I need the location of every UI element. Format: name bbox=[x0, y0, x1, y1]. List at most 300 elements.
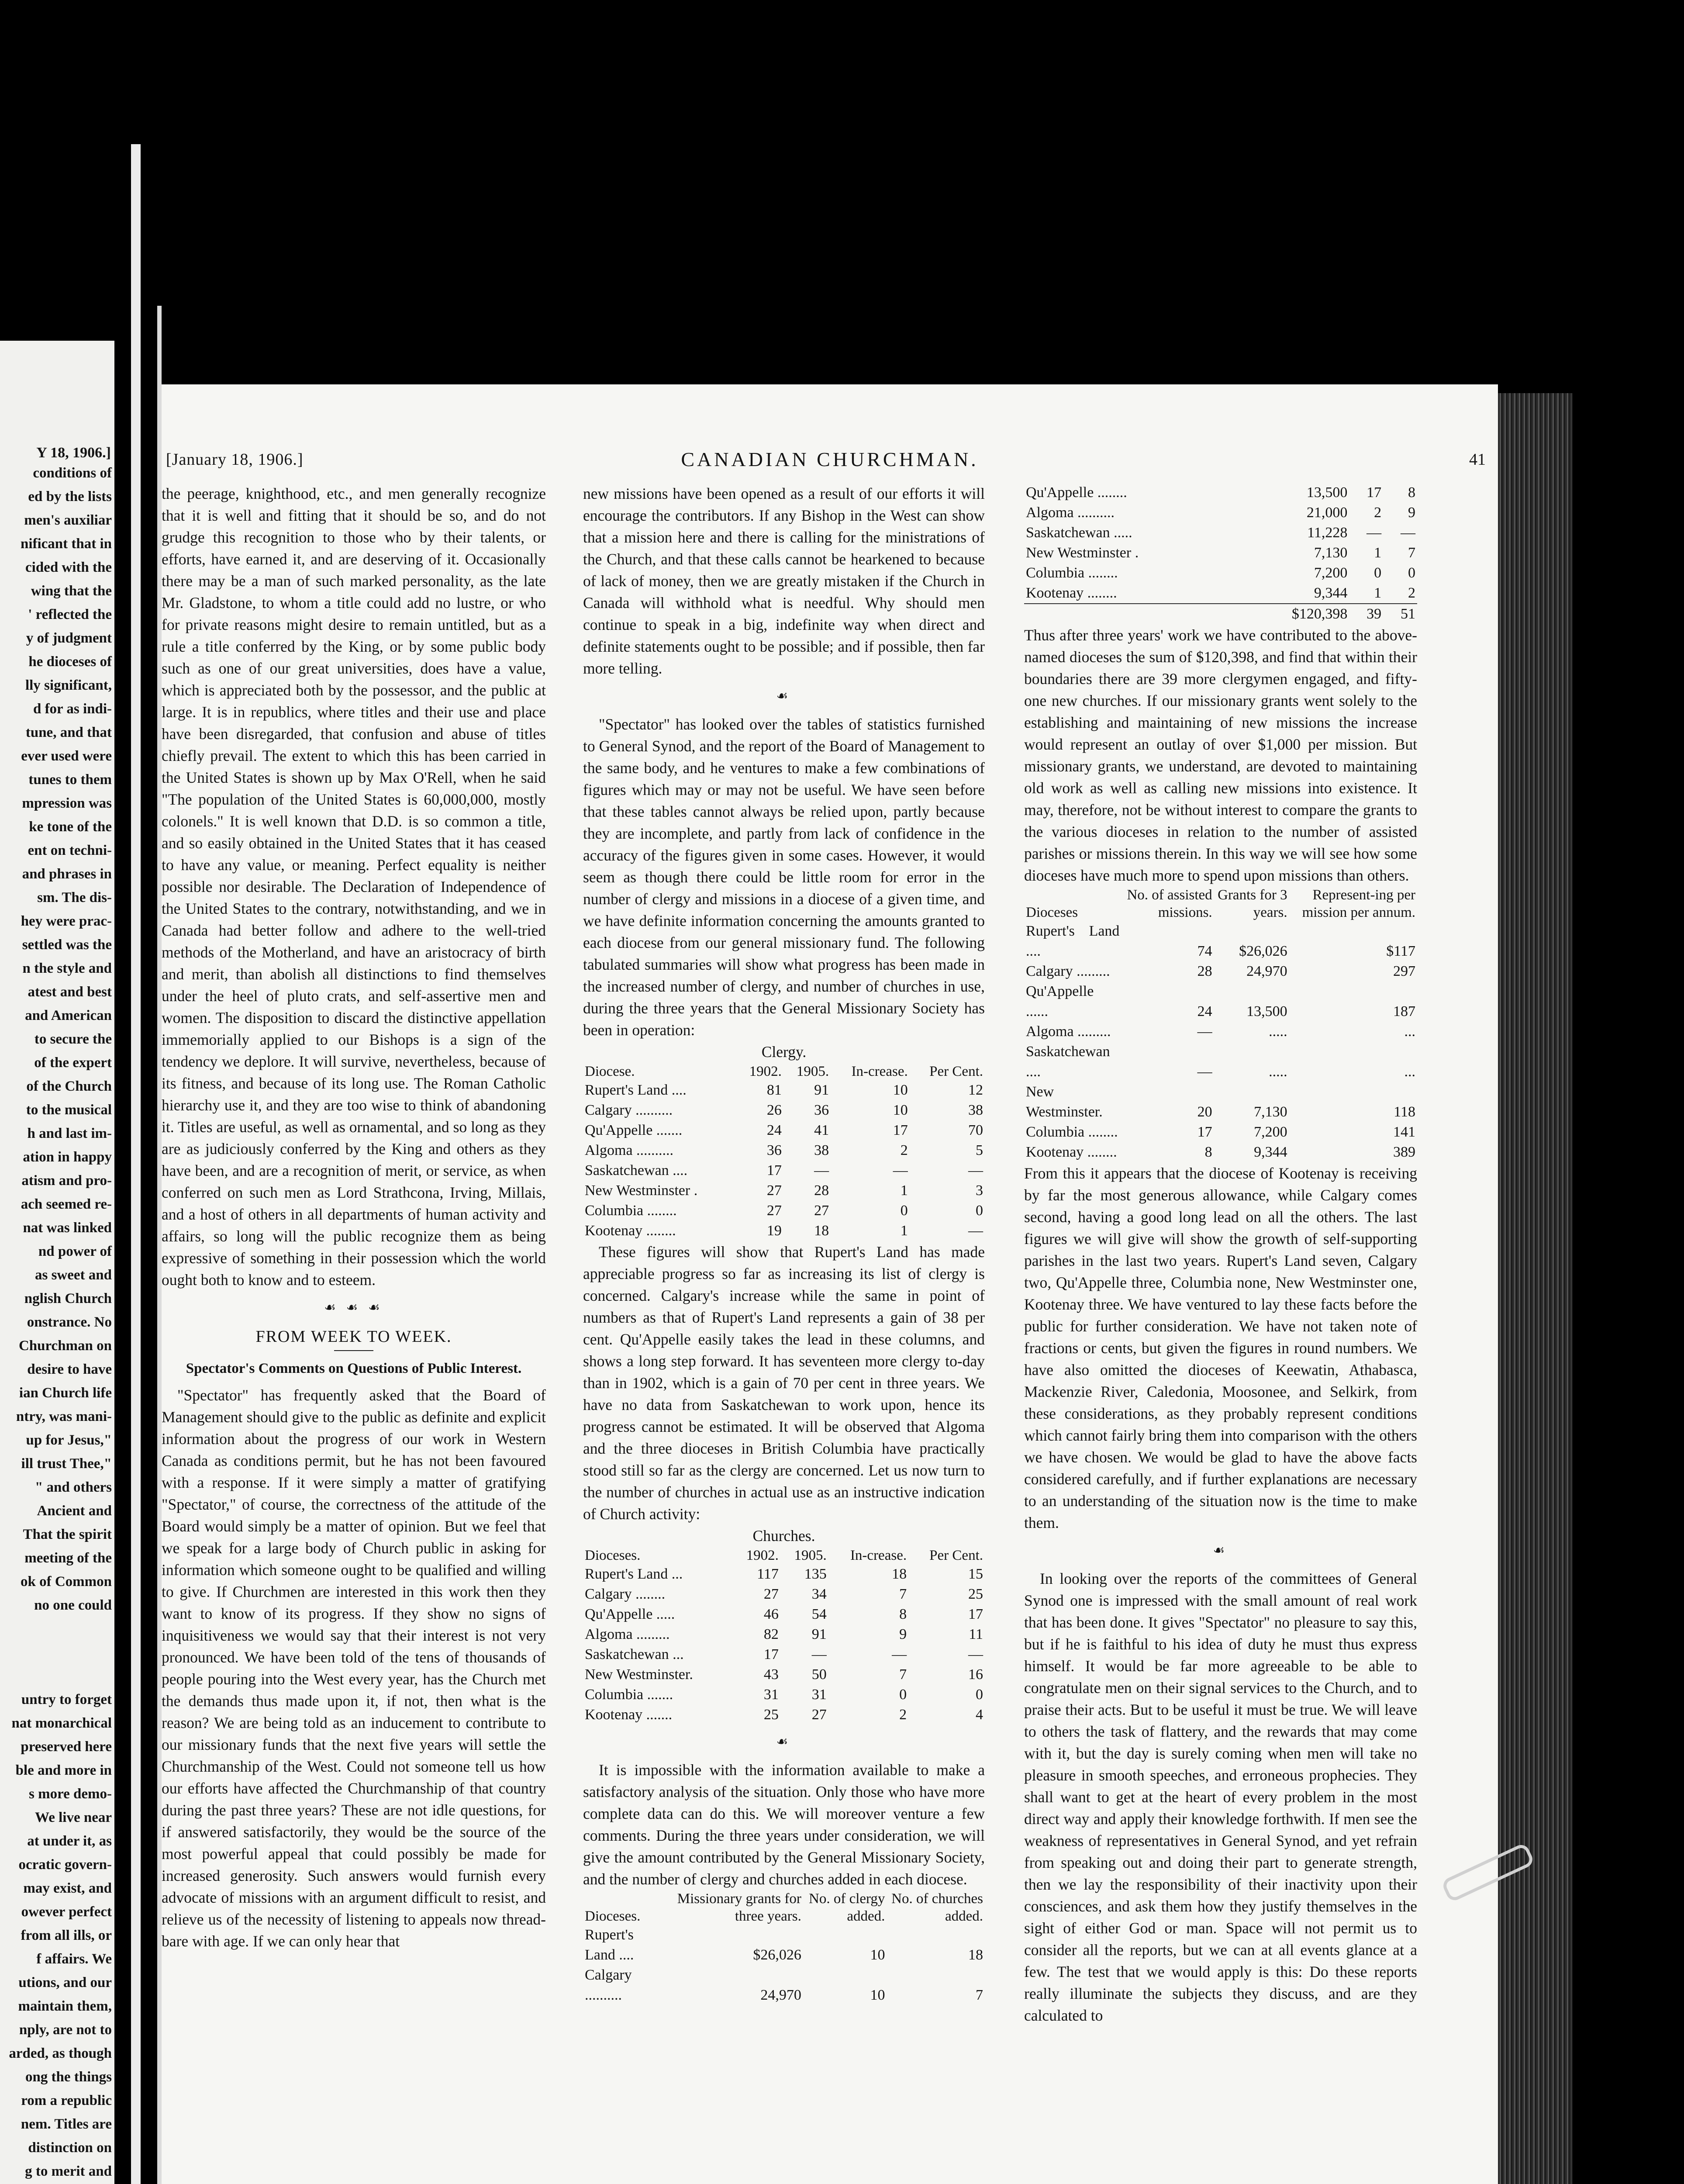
assisted-table-row bbox=[1024, 1082, 1417, 1122]
assisted-table-cell: Calgary ......... bbox=[1026, 963, 1110, 979]
previous-page-line: ocratic govern- bbox=[18, 1857, 112, 1873]
previous-page-line: nem. Titles are bbox=[21, 2116, 112, 2132]
churches-table-header-cell: In-crease. bbox=[850, 1548, 907, 1563]
previous-page-line: he dioceses of bbox=[28, 654, 112, 670]
grants-table-cell: 10 bbox=[870, 1947, 885, 1963]
assisted-table-cell: 187 bbox=[1393, 1003, 1415, 1019]
previous-page-line: and American bbox=[25, 1008, 112, 1023]
previous-page-line: nglish Church bbox=[24, 1291, 112, 1306]
previous-page-line: y of judgment bbox=[26, 630, 112, 646]
previous-page-line: preserved here bbox=[21, 1739, 112, 1755]
clergy-table-cell: Calgary .......... bbox=[585, 1102, 673, 1118]
clergy-table-cell: 38 bbox=[814, 1142, 829, 1158]
clergy-table-cell: 91 bbox=[814, 1082, 829, 1098]
churches-table-cell: Columbia ....... bbox=[585, 1686, 673, 1703]
previous-page-line: to secure the bbox=[34, 1031, 112, 1047]
grants-table-row bbox=[1024, 543, 1417, 563]
ornament-divider: ☙ bbox=[776, 1735, 792, 1749]
column-2 bbox=[583, 483, 985, 2005]
previous-page-line bbox=[0, 1641, 114, 1664]
clergy-table-cell: Algoma .......... bbox=[585, 1142, 674, 1158]
assisted-table-row bbox=[1024, 1122, 1417, 1142]
previous-page-line: ok of Common bbox=[20, 1574, 112, 1590]
clergy-analysis-paragraph: These figures will show that Rupert's Land has made appreciable progress so far as increasing its list of clergy is concerned. Calgary's increase while the same in point of numbers as that of Rupert's Land represents a gain of 38 per cent. Qu'Appelle easily takes the lead in these columns, and shows a long step forward. It has seventeen more clergy to-day than in 1902, which is a gain of 70 per cent in three years. We have no data from Saskatchewan to work upon, hence its progress cannot be estimated. It will be observed that Algoma and the three dioceses in British Columbia have practically stood still so far as the clergy are concerned. Let us now turn to the number of churches in actual use as an instructive indication of Church activity: bbox=[583, 1243, 985, 1523]
previous-page-line: utions, and our bbox=[18, 1975, 112, 1990]
previous-page-line: tunes to them bbox=[28, 772, 112, 788]
churches-table-cell: 16 bbox=[968, 1666, 983, 1683]
clergy-table-header-cell: Diocese. bbox=[585, 1064, 635, 1079]
clergy-table-cell: — bbox=[893, 1162, 908, 1178]
previous-page-line: ntry, was mani- bbox=[16, 1409, 112, 1424]
churches-table-cell: Kootenay ....... bbox=[585, 1707, 673, 1723]
grants-table-continued bbox=[1024, 483, 1417, 624]
previous-page-line: lly significant, bbox=[25, 677, 112, 693]
previous-page-line: d for as indi- bbox=[33, 701, 112, 717]
previous-page-line: ' reflected the bbox=[28, 607, 112, 622]
grants-table-cell: Kootenay ........ bbox=[1026, 585, 1117, 601]
assisted-table-cell: ..... bbox=[1269, 1023, 1287, 1040]
churches-table-cell: 135 bbox=[804, 1566, 827, 1582]
previous-page-line: ation in happy bbox=[23, 1149, 112, 1165]
previous-page-line: nat was linked bbox=[23, 1220, 112, 1236]
previous-page-line: " and others bbox=[35, 1479, 112, 1495]
previous-page-line: nd power of bbox=[38, 1244, 112, 1259]
assisted-table-cell: ... bbox=[1404, 1064, 1415, 1080]
grants-table-header-cell: Missionary grants for three years. bbox=[677, 1891, 801, 1924]
clergy-table-cell: 70 bbox=[968, 1122, 983, 1138]
previous-page-line: mpression was bbox=[22, 795, 112, 811]
clergy-table-cell: 0 bbox=[900, 1203, 908, 1219]
previous-page-line: Ancient and bbox=[37, 1503, 112, 1519]
binding-gutter bbox=[131, 144, 141, 2184]
assisted-table-cell: 118 bbox=[1394, 1104, 1415, 1120]
assisted-table-cell: 8 bbox=[1204, 1144, 1212, 1160]
clergy-table-cell: Kootenay ........ bbox=[585, 1223, 676, 1239]
previous-page-line: up for Jesus," bbox=[26, 1432, 112, 1448]
churches-table-cell: 9 bbox=[899, 1626, 907, 1642]
clergy-table-header-cell: 1905. bbox=[796, 1064, 829, 1079]
clergy-table-cell: 27 bbox=[814, 1203, 829, 1219]
previous-page-line: no one could bbox=[34, 1597, 112, 1613]
churches-table-cell: 4 bbox=[976, 1707, 983, 1723]
grants-table-row bbox=[583, 1965, 985, 2005]
assisted-table-cell: ..... bbox=[1269, 1064, 1287, 1080]
clergy-table-cell: 17 bbox=[893, 1122, 908, 1138]
header-title: CANADIAN CHURCHMAN. bbox=[681, 448, 979, 470]
clergy-table-cell: 28 bbox=[814, 1182, 829, 1199]
grants-table-cell: 13,500 bbox=[1306, 484, 1348, 501]
clergy-table-header-cell: Per Cent. bbox=[929, 1064, 983, 1079]
assisted-table-row bbox=[1024, 981, 1417, 1022]
clergy-table-cell: 27 bbox=[766, 1203, 782, 1219]
grants-table-cell: Calgary .......... bbox=[585, 1967, 632, 2003]
assisted-table-cell: Qu'Appelle ...... bbox=[1026, 983, 1094, 1019]
churches-table-cell: Rupert's Land ... bbox=[585, 1566, 683, 1582]
previous-page-line: of the expert bbox=[34, 1055, 112, 1071]
previous-page-line: f affairs. We bbox=[36, 1951, 112, 1967]
churches-table-cell: 25 bbox=[968, 1586, 983, 1602]
churches-table-cell: 91 bbox=[811, 1626, 827, 1642]
clergy-table-row bbox=[583, 1080, 985, 1100]
churches-table-cell: 31 bbox=[811, 1686, 827, 1703]
previous-page-line: owever perfect bbox=[21, 1904, 112, 1920]
churches-table-cell: Qu'Appelle ..... bbox=[585, 1606, 675, 1622]
grants-table-cell: 24,970 bbox=[760, 1987, 801, 2003]
assisted-table-cell: 20 bbox=[1197, 1104, 1212, 1120]
grants-table-row bbox=[583, 1925, 985, 1965]
churches-table-cell: 27 bbox=[811, 1707, 827, 1723]
assisted-table-cell: 9,344 bbox=[1254, 1144, 1287, 1160]
assisted-table-cell: 28 bbox=[1197, 963, 1212, 979]
previous-page-line: distinction on bbox=[28, 2140, 112, 2156]
titles-paragraph: the peerage, knighthood, etc., and men generally recognize that it is well and fitting that it should be so, and do not grudge this recognition to those who by their talents, or efforts, have earned it, and are deserving of it. Occasionally there may be a man of such marked personality, as the late Mr. Gladstone, to whom a title could add no lustre, or who for private reasons might desire to remain untitled, but as a rule a title conferred by the King, or by some public body such as one of our great universities, does have a value, which is appreciated both by the possessor, and the public at large. It is in republics, where titles and their use and place have been disregarded, that confusion and abuse of titles chiefly prevail. The extent to which this has been carried in the United States is shown up by Max O'Rell, when he said "The population of the United States is 60,000,000, mostly colonels." It is well known that D.D. is so common a title, and so easily obtained in the United States that it has ceased to have any value, or meaning. Perfect equality is neither possible nor desirable. The Declaration of Independence of the United States to the contrary, notwithstanding, and we in Canada had better follow and adhere to the well-tried methods of the Motherland, and have an aristocracy of birth and merit, than abolish all distinctions to find themselves under the heel of pluto crats, and self-assertive men and women. The disposition to discard the distinctive appellation immemorially applied to our Bishops is a sign of the tendency we deplore. It will survive, nevertheless, because of its fitness, and because of its long use. The Roman Catholic hierarchy use it, and they are too wise to think of abandoning it. Titles are useful, as well as ornamental, and so long as they are as judiciously conferred by the King and others as they have been, and are a recognition of merit, or service, as when conferred on such men as Lord Strathcona, Irving, Millais, and a host of others in all departments of human activity and affairs, so long will the public recognize them as being expressive of something in their possession which the world ought both to know and to esteem. bbox=[162, 485, 546, 1289]
clergy-table-row bbox=[583, 1201, 985, 1221]
churches-table-cell: 7 bbox=[899, 1666, 907, 1683]
grants-total-row bbox=[1024, 604, 1417, 624]
ornament-divider: ☙ bbox=[776, 689, 792, 703]
clergy-table-cell: Columbia ........ bbox=[585, 1203, 677, 1219]
column-3 bbox=[1024, 483, 1417, 2026]
churches-table-cell: 8 bbox=[899, 1606, 907, 1622]
grants-table-cell: Rupert's Land .... bbox=[585, 1927, 634, 1963]
grants-table-cell: 21,000 bbox=[1306, 505, 1348, 521]
assisted-table-cell: 74 bbox=[1197, 943, 1212, 959]
previous-page-line: desire to have bbox=[27, 1362, 112, 1377]
previous-page-line: as sweet and bbox=[35, 1267, 112, 1283]
analysis-paragraph: It is impossible with the information available to make a satisfactory analysis of the situation. Only those who have more complete data can do this. We will moreover venture a few comments. During the three years under consideration, we will give the amount contributed by the General Missionary Society, and the number of clergy and churches added in each diocese. bbox=[583, 1761, 985, 1888]
grants-table-cell: 18 bbox=[968, 1947, 983, 1963]
previous-page-line: nat monarchical bbox=[11, 1715, 112, 1731]
grants-table-cell: 0 bbox=[1374, 565, 1382, 581]
clergy-table-cell: Saskatchewan .... bbox=[585, 1162, 688, 1178]
clergy-table-cell: 5 bbox=[976, 1142, 983, 1158]
clergy-table-cell: 1 bbox=[900, 1223, 908, 1239]
title-rule bbox=[334, 1350, 373, 1351]
previous-page-lines bbox=[0, 461, 114, 2184]
grants-table-cell: 1 bbox=[1374, 585, 1382, 601]
grants-table-row bbox=[1024, 563, 1417, 583]
assisted-table-row bbox=[1024, 1142, 1417, 1162]
previous-page-line: ke tone of the bbox=[29, 819, 112, 835]
assisted-table-cell: Algoma ......... bbox=[1026, 1023, 1111, 1040]
assisted-table-cell: $26,026 bbox=[1239, 943, 1287, 959]
previous-page-line: That the spirit bbox=[23, 1527, 112, 1542]
previous-page-line: n the style and bbox=[22, 961, 112, 976]
churches-table bbox=[583, 1547, 985, 1725]
churches-table-cell: 46 bbox=[763, 1606, 779, 1622]
assisted-table-cell: 389 bbox=[1393, 1144, 1415, 1160]
clergy-table-row bbox=[583, 1120, 985, 1140]
grants-table-cell: 0 bbox=[1408, 565, 1415, 581]
clergy-table-cell: 19 bbox=[766, 1223, 782, 1239]
assisted-table-cell: 13,500 bbox=[1246, 1003, 1287, 1019]
previous-page-line: maintain them, bbox=[18, 1998, 112, 2014]
header-date: [January 18, 1906.] bbox=[166, 450, 304, 469]
clergy-table-cell: 36 bbox=[814, 1102, 829, 1118]
statistics-paragraph: "Spectator" has looked over the tables of statistics furnished to General Synod, and the report of the Board of Management to the same body, and he ventures to make a few combinations of figures which may or may not be useful. We have seen before that these tables cannot always be relied upon, partly because they are incomplete, and partly from lack of confidence in the accuracy of the figures given in some cases. However, it would seem as though there could be little room for error in the number of clergy and missions in a diocese of a given time, and we have definite information concerning the amounts granted to each diocese from our general missionary fund. The following tabulated summaries will show what progress has been made in the increased number of clergy, and number of churches in use, during the three years that the General Missionary Society has been in operation: bbox=[583, 715, 985, 1039]
grants-summary-paragraph: Thus after three years' work we have contributed to the above-named dioceses the sum of $120,398, and find that within their boundaries there are 39 more clergymen engaged, and fifty-one new churches. If our missionary grants went solely to the establishing and maintaining of new missions the increase would represent an outlay of over $1,000 per mission. But missionary grants, we understand, are devoted to maintaining old work as well as calling new missions into existence. It may, therefore, not be without interest to compare the grants to the various dioceses in relation to the number of assisted parishes or missions therein. In this way we will see how some dioceses have much more to spend upon missions than others. bbox=[1024, 626, 1417, 884]
churches-table-row bbox=[583, 1604, 985, 1624]
churches-table-header-cell: Dioceses. bbox=[585, 1548, 641, 1563]
clergy-table-cell: 12 bbox=[968, 1082, 983, 1098]
clergy-table-cell: 41 bbox=[814, 1122, 829, 1138]
previous-page-line: g to merit and bbox=[25, 2163, 112, 2179]
clergy-table-header-cell: In-crease. bbox=[851, 1064, 908, 1079]
grants-table-cell: Qu'Appelle ........ bbox=[1026, 484, 1127, 501]
churches-table-cell: 17 bbox=[763, 1646, 779, 1662]
previous-page-line: nply, are not to bbox=[19, 2022, 112, 2038]
grants-table-cell: — bbox=[1401, 525, 1415, 541]
missions-paragraph: new missions have been opened as a result of our efforts it will encourage the contributors. If any Bishop in the West can show that a mission here and there is calling for the ministrations of the Church, and that these calls cannot be hearkened to because of lack of money, then we are greatly mistaken if the Church in Canada will withhold what is needful. Why should men continue to speak in a big, indefinite way when direct and definite statements ought to be possible; and if possible, then far more telling. bbox=[583, 485, 985, 677]
previous-page-line: rom a republic bbox=[21, 2093, 112, 2108]
churches-table-cell: Calgary ........ bbox=[585, 1586, 666, 1602]
clergy-table-cell: 18 bbox=[814, 1223, 829, 1239]
clergy-table-row bbox=[583, 1161, 985, 1181]
grants-table-header-cell: No. of clergy added. bbox=[809, 1891, 885, 1924]
assisted-table-row bbox=[1024, 961, 1417, 981]
assisted-table-row bbox=[1024, 921, 1417, 961]
churches-table-cell: — bbox=[811, 1646, 827, 1662]
churches-table-cell: 34 bbox=[811, 1586, 827, 1602]
assisted-table-header-cell: Grants for 3 years. bbox=[1218, 887, 1287, 920]
grants-table bbox=[583, 1890, 985, 2005]
clergy-table-cell: 27 bbox=[766, 1182, 782, 1199]
grants-table-row bbox=[1024, 523, 1417, 543]
assisted-table-cell: — bbox=[1197, 1023, 1212, 1040]
assisted-table-cell: — bbox=[1197, 1064, 1212, 1080]
churches-table-cell: 17 bbox=[968, 1606, 983, 1622]
assisted-table-row bbox=[1024, 1042, 1417, 1082]
churches-table-header-cell: Per Cent. bbox=[929, 1548, 983, 1563]
column-1 bbox=[162, 483, 546, 1952]
churches-table-cell: 25 bbox=[763, 1707, 779, 1723]
grants-table-cell: Algoma .......... bbox=[1026, 505, 1115, 521]
previous-page-line: meeting of the bbox=[24, 1550, 112, 1566]
previous-page-line: settled was the bbox=[22, 937, 112, 953]
churches-table-cell: 31 bbox=[763, 1686, 779, 1703]
assisted-table-cell: 7,200 bbox=[1254, 1124, 1287, 1140]
grants-table-cell: 8 bbox=[1408, 484, 1415, 501]
clergy-table-cell: 81 bbox=[766, 1082, 782, 1098]
churches-table-row bbox=[583, 1665, 985, 1685]
previous-page-line: at under it, as bbox=[27, 1833, 112, 1849]
previous-page-line: hey were prac- bbox=[21, 913, 112, 929]
churches-table-cell: 18 bbox=[892, 1566, 907, 1582]
grants-table-cell: — bbox=[1367, 525, 1382, 541]
churches-table-row bbox=[583, 1564, 985, 1584]
previous-page-line: arded, as though bbox=[9, 2046, 112, 2061]
clergy-table bbox=[583, 1063, 985, 1241]
assisted-table-cell: Rupert's Land .... bbox=[1026, 923, 1120, 959]
section-title: FROM WEEK TO WEEK. bbox=[255, 1327, 452, 1346]
previous-page-line: ill trust Thee," bbox=[21, 1456, 112, 1472]
grants-table-cell: 7,130 bbox=[1314, 545, 1348, 561]
churches-table-row bbox=[583, 1624, 985, 1645]
assisted-table-cell: Kootenay ........ bbox=[1026, 1144, 1117, 1160]
previous-page-line: from all ills, or bbox=[21, 1928, 112, 1943]
previous-page-fragment bbox=[0, 341, 114, 2184]
previous-page-line: ble and more in bbox=[15, 1762, 112, 1778]
previous-page-line: may exist, and bbox=[23, 1880, 112, 1896]
binding-gutter-shadow bbox=[157, 306, 162, 2184]
assisted-table-cell: ... bbox=[1404, 1023, 1415, 1040]
churches-table-header-cell: 1902. bbox=[746, 1548, 779, 1563]
grants-total-cell: 51 bbox=[1383, 604, 1417, 624]
page-number: 41 bbox=[1469, 450, 1486, 469]
assisted-table-header-cell: No. of assisted missions. bbox=[1127, 887, 1212, 920]
grants-table-cell: 9 bbox=[1408, 505, 1415, 521]
previous-page-line: ever used were bbox=[21, 748, 112, 764]
clergy-table-row bbox=[583, 1140, 985, 1161]
churches-table-cell: 27 bbox=[763, 1586, 779, 1602]
churches-table-cell: 0 bbox=[899, 1686, 907, 1703]
assisted-table-cell: 17 bbox=[1197, 1124, 1212, 1140]
ornament-divider: ☙ bbox=[1213, 1543, 1228, 1558]
grants-table-row bbox=[1024, 483, 1417, 503]
ornament-divider: ☙ ☙ ☙ bbox=[324, 1300, 383, 1315]
section-subtitle: Spectator's Comments on Questions of Public Interest. bbox=[186, 1361, 522, 1376]
clergy-table-cell: 10 bbox=[893, 1082, 908, 1098]
previous-page-line: of the Church bbox=[26, 1078, 112, 1094]
churches-table-cell: 7 bbox=[899, 1586, 907, 1602]
clergy-table-cell: — bbox=[968, 1223, 983, 1239]
previous-page-line: s more demo- bbox=[28, 1786, 112, 1802]
grants-table-cell: 7,200 bbox=[1314, 565, 1348, 581]
book-page-edges bbox=[1498, 393, 1572, 2184]
spectator-paragraph: "Spectator" has frequently asked that the Board of Management should give to the public as definite and explicit information about the progress of our work in Western Canada as conditions permit, but he has not been favoured with a response. If it were simply a matter of gratifying "Spectator," of course, the correctness of the attitude of the Board would simply be a matter of opinion. But we feel that we speak for a large body of Church public in asking for information which someone ought to be qualified and willing to give. If Churchmen are interested in this work then they want to know of its progress. If they show no signs of inquisitiveness we would say that their interest is not very pronounced. We have been told of the tens of thousands of people pouring into the West every year, has the Church met the demands thus made upon it, if not, then what is the reason? We are being told as an inducement to contribute to our missionary funds that the next five years will settle the Churchmanship of the West. Could not someone tell us how our efforts have affected the Churchmanship of that country during the past three years? These are not idle questions, for if answered satisfactorily, they would be the source of the most powerful appeal that could possibly be made for increased generosity. Such answers would furnish every advocate of missions with an argument difficult to resist, and relieve us of the necessity of listening to appeals now thread-bare with age. If we can only hear that bbox=[162, 1386, 546, 1950]
clergy-table-row bbox=[583, 1100, 985, 1120]
assisted-table-cell: 141 bbox=[1393, 1124, 1415, 1140]
clergy-table-cell: 17 bbox=[766, 1162, 782, 1178]
churches-table-caption: Churches. bbox=[752, 1527, 815, 1545]
clergy-table-cell: — bbox=[814, 1162, 829, 1178]
churches-table-row bbox=[583, 1645, 985, 1665]
previous-page-line bbox=[0, 1617, 114, 1641]
previous-page-header: Y 18, 1906.] bbox=[36, 445, 111, 461]
clergy-table-caption: Clergy. bbox=[761, 1043, 807, 1061]
grants-table-cell: 7 bbox=[1408, 545, 1415, 561]
churches-table-row bbox=[583, 1584, 985, 1604]
clergy-table-cell: 0 bbox=[976, 1203, 983, 1219]
grants-table-cell: 2 bbox=[1374, 505, 1382, 521]
clergy-table-cell: 10 bbox=[893, 1102, 908, 1118]
previous-page-line: We live near bbox=[35, 1810, 112, 1825]
assisted-table-cell: New Westminster. bbox=[1026, 1084, 1103, 1120]
assisted-table-header-cell: Dioceses bbox=[1026, 905, 1078, 920]
previous-page-line: conditions of bbox=[33, 465, 112, 481]
churches-table-cell: New Westminster. bbox=[585, 1666, 693, 1683]
clergy-table-cell: New Westminster . bbox=[585, 1182, 698, 1199]
grants-table-cell: 9,344 bbox=[1314, 585, 1348, 601]
churches-table-cell: 0 bbox=[976, 1686, 983, 1703]
previous-page-line: wing that the bbox=[31, 583, 112, 599]
previous-page-line: atism and pro- bbox=[21, 1173, 112, 1189]
previous-page-line bbox=[0, 1664, 114, 1688]
assisted-table-cell: Saskatchewan .... bbox=[1026, 1044, 1110, 1080]
assisted-table-cell: 24 bbox=[1197, 1003, 1212, 1019]
synod-reports-paragraph: In looking over the reports of the committees of General Synod one is impressed with the small amount of real work that has been done. It gives "Spectator" no pleasure to say this, but if he is faithful to his idea of duty he must thus express himself. It would be far more agreeable to be able to congratulate men on their signal services to the Church, and to praise their acts. But to be useful it must be true. We will leave to others the task of flattery, and the rewards that may come with it, but the day is surely coming when men will take no pleasure in smooth speeches, and erroneous prophecies. They shall want to get at the heart of every problem in the most direct way and apply their knowledge forthwith. If men see the weakness of representatives in General Synod, and yet refrain from speaking out and doing their part to generate strength, then we lay the responsibility of their inactivity upon their consciences, and ask them how they justify themselves in the sight of either God or man. Space will not permit us to consider all the reports, but we can at all events glance at a few. The test that we would apply is this: Do these reports really illuminate the subjects they discuss, and are they calculated to bbox=[1024, 1570, 1417, 2024]
clergy-table-cell: 2 bbox=[900, 1142, 908, 1158]
previous-page-line: and phrases in bbox=[22, 866, 112, 882]
grants-table-row bbox=[1024, 503, 1417, 523]
previous-page-line: untry to forget bbox=[21, 1692, 112, 1707]
previous-page-line: Churchman on bbox=[18, 1338, 112, 1354]
clergy-table-cell: Rupert's Land .... bbox=[585, 1082, 687, 1098]
assisted-table-header-cell: Represent-ing per mission per annum. bbox=[1302, 887, 1415, 920]
churches-table-cell: 54 bbox=[811, 1606, 827, 1622]
grants-table-cell: Saskatchewan ..... bbox=[1026, 525, 1132, 541]
churches-table-row bbox=[583, 1685, 985, 1705]
previous-page-line: ian Church life bbox=[19, 1385, 112, 1401]
assisted-table-cell: Columbia ........ bbox=[1026, 1124, 1118, 1140]
previous-page-line: onstrance. No bbox=[27, 1314, 112, 1330]
newspaper-page bbox=[162, 384, 1498, 2184]
previous-page-line: h and last im- bbox=[27, 1126, 112, 1141]
clergy-table-cell: 3 bbox=[976, 1182, 983, 1199]
grants-total-cell: 39 bbox=[1349, 604, 1383, 624]
previous-page-line: nificant that in bbox=[20, 536, 112, 552]
assisted-table-cell: $117 bbox=[1386, 943, 1415, 959]
churches-table-cell: 43 bbox=[763, 1666, 779, 1683]
grants-table-cell: $26,026 bbox=[753, 1947, 801, 1963]
previous-page-line: ent on techni- bbox=[28, 843, 112, 858]
grants-total-cell bbox=[1024, 604, 1239, 624]
clergy-table-cell: 38 bbox=[968, 1102, 983, 1118]
clergy-table-cell: Qu'Appelle ....... bbox=[585, 1122, 683, 1138]
previous-page-line: ong the things bbox=[25, 2069, 112, 2085]
previous-page-line: atest and best bbox=[28, 984, 112, 1000]
grants-table-cell: New Westminster . bbox=[1026, 545, 1139, 561]
grants-table-row bbox=[1024, 583, 1417, 604]
grants-table-header-cell: No. of churches added. bbox=[891, 1891, 983, 1924]
grants-table-cell: 11,228 bbox=[1307, 525, 1348, 541]
previous-page-line: ed by the lists bbox=[28, 489, 112, 505]
churches-table-cell: 50 bbox=[811, 1666, 827, 1683]
assisted-table-cell: 297 bbox=[1393, 963, 1415, 979]
churches-table-header-cell: 1905. bbox=[794, 1548, 827, 1563]
churches-table-cell: 11 bbox=[969, 1626, 983, 1642]
churches-table-cell: 82 bbox=[763, 1626, 779, 1642]
assisted-table-row bbox=[1024, 1022, 1417, 1042]
churches-table-cell: 15 bbox=[968, 1566, 983, 1582]
clergy-table-cell: 24 bbox=[766, 1122, 782, 1138]
grants-table-cell: 7 bbox=[976, 1987, 983, 2003]
grants-table-header-cell: Dioceses. bbox=[585, 1908, 641, 1924]
grants-table-cell: 2 bbox=[1408, 585, 1415, 601]
previous-page-line: sm. The dis- bbox=[37, 890, 112, 905]
clergy-table-cell: 36 bbox=[766, 1142, 782, 1158]
assisted-missions-table bbox=[1024, 886, 1417, 1162]
grants-table-cell: 17 bbox=[1367, 484, 1382, 501]
clergy-table-cell: 1 bbox=[900, 1182, 908, 1199]
kootenay-paragraph: From this it appears that the diocese of Kootenay is receiving by far the most generous allowance, while Calgary comes second, having a good long lead on all the others. The last figures we will give will show the growth of self-supporting parishes in the last two years. Rupert's Land seven, Calgary two, Qu'Appelle three, Columbia none, New Westminster one, Kootenay three. We have ventured to lay these facts before the public for further consideration. We have not taken note of fractions or cents, but given the figures in round numbers. We have also omitted the dioceses of Keewatin, Athabasca, Mackenzie River, Caledonia, Moosonee, and Selkirk, from these considerations, as they probably represent conditions which cannot fairly bring them into comparison with the others we have chosen. We would be glad to have the above facts considered carefully, and if further explanations are necessary to an understanding of the situation now is the time to make them. bbox=[1024, 1165, 1417, 1531]
churches-table-row bbox=[583, 1705, 985, 1725]
previous-page-line: to the musical bbox=[26, 1102, 112, 1118]
grants-total-cell: $120,398 bbox=[1239, 604, 1349, 624]
churches-table-cell: Saskatchewan ... bbox=[585, 1646, 684, 1662]
previous-page-line: ach seemed re- bbox=[21, 1196, 112, 1212]
previous-page-line: tune, and that bbox=[25, 725, 112, 740]
clergy-table-cell: — bbox=[968, 1162, 983, 1178]
churches-table-cell: 2 bbox=[899, 1707, 907, 1723]
grants-table-cell: Columbia ........ bbox=[1026, 565, 1118, 581]
assisted-table-cell: 7,130 bbox=[1254, 1104, 1287, 1120]
clergy-table-row bbox=[583, 1181, 985, 1201]
churches-table-cell: Algoma ......... bbox=[585, 1626, 670, 1642]
previous-page-line: cided with the bbox=[25, 560, 112, 575]
previous-page-line: men's auxiliar bbox=[24, 512, 112, 528]
clergy-table-cell: 26 bbox=[766, 1102, 782, 1118]
